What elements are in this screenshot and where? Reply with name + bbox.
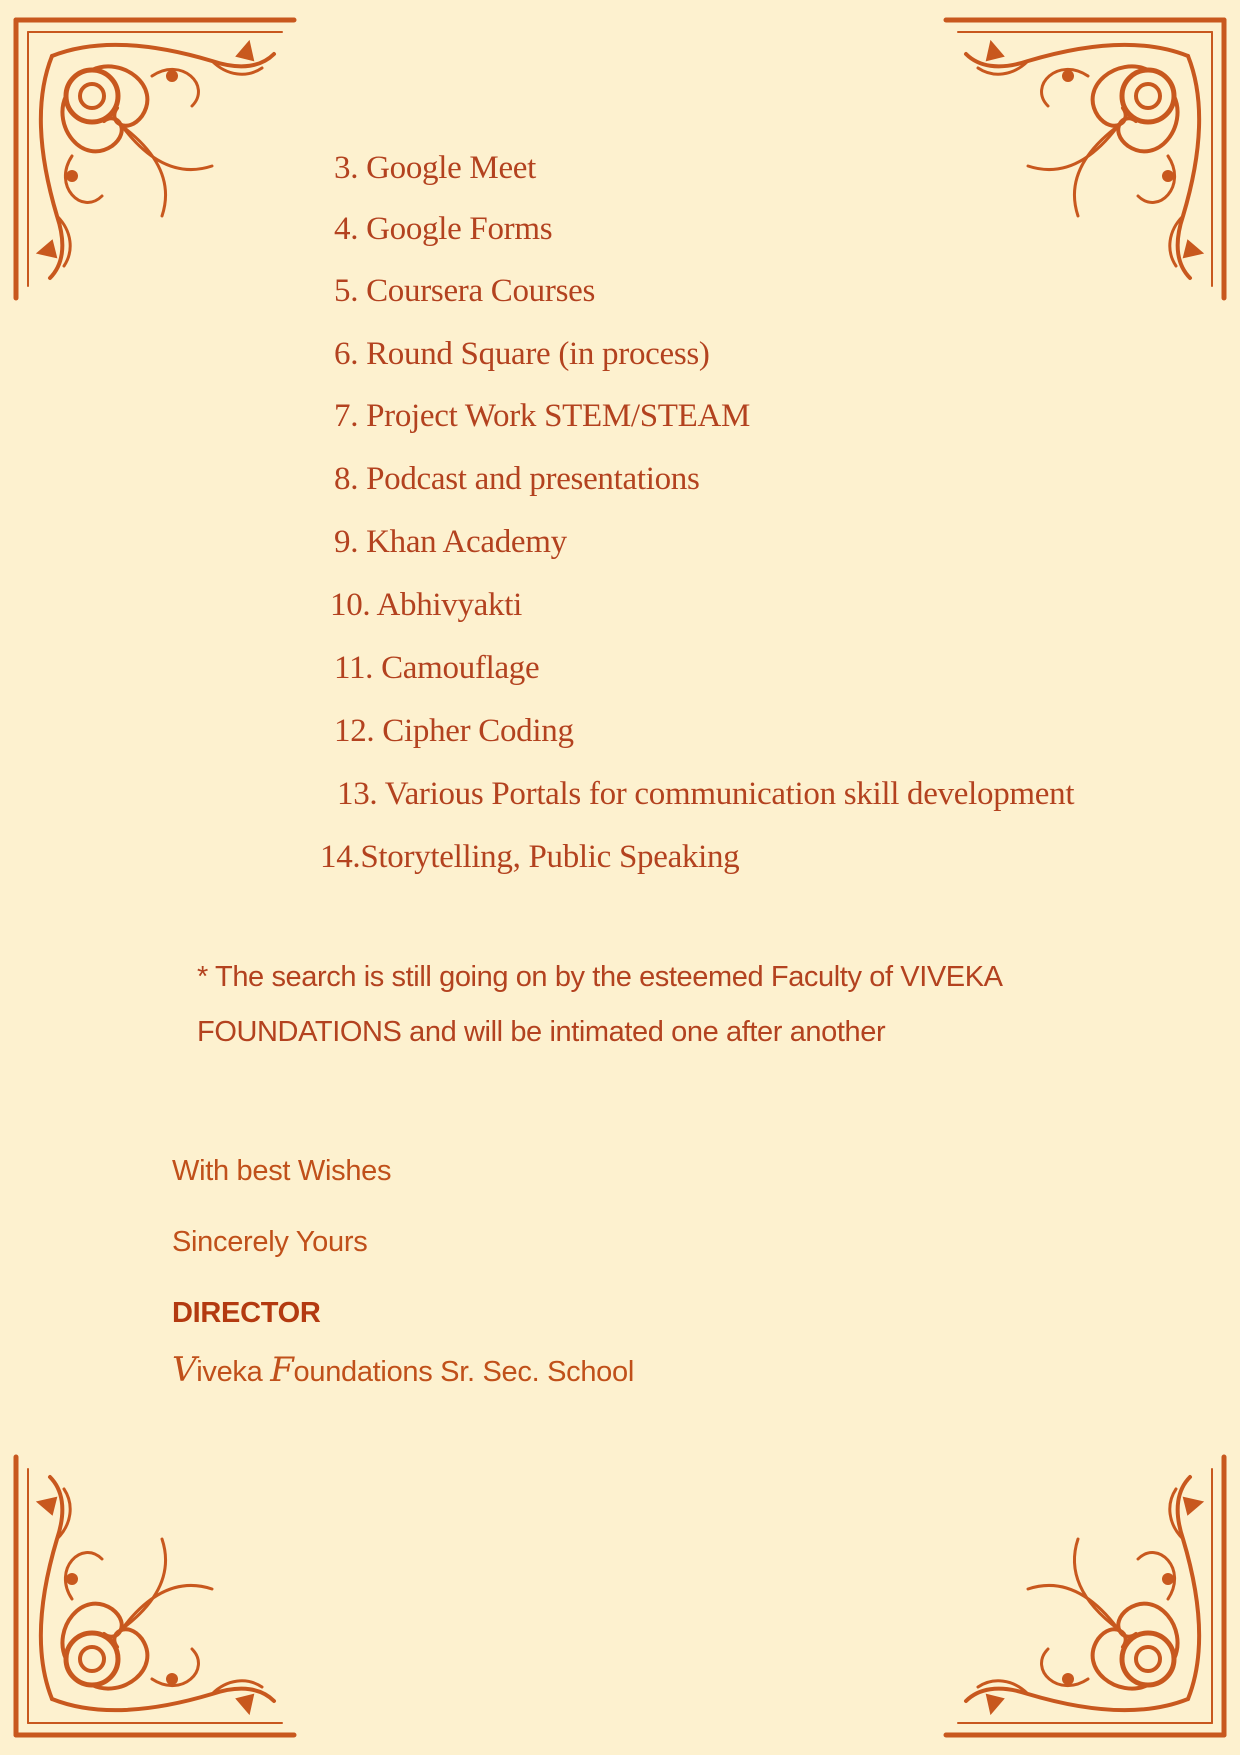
list-item: 9. Khan Academy [334, 524, 567, 560]
list-item: 8. Podcast and presentations [334, 461, 700, 497]
school-name-part1: iveka [196, 1356, 271, 1388]
search-note: * The search is still going on by the esteemed Faculty of VIVEKA FOUNDATIONS and will be intimated one after another [197, 961, 1002, 1048]
school-name [172, 1350, 634, 1390]
list-item: 10. Abhivyakti [330, 587, 522, 623]
list-item: 5. Coursera Courses [334, 273, 596, 309]
school-initial-v: V [172, 1350, 197, 1390]
list-item: 4. Google Forms [334, 211, 553, 247]
list-item: 11. Camouflage [334, 650, 540, 686]
list-item: 13. Various Portals for communication skill development [337, 776, 1075, 812]
flourish-corner-icon [938, 1439, 1228, 1739]
signatory-title: DIRECTOR [172, 1297, 321, 1329]
school-name-part2: oundations Sr. Sec. School [293, 1356, 634, 1388]
school-initial-f: F [270, 1350, 294, 1390]
list-item: 3. Google Meet [334, 150, 537, 186]
list-item: 6. Round Square (in process) [334, 336, 710, 372]
list-item: 7. Project Work STEM/STEAM [334, 398, 751, 434]
closing-sincerely: Sincerely Yours [172, 1226, 368, 1258]
flourish-corner-icon [12, 1439, 302, 1739]
list-item: 14.Storytelling, Public Speaking [320, 839, 740, 875]
closing-wishes: With best Wishes [172, 1155, 392, 1187]
list-item: 12. Cipher Coding [334, 713, 574, 749]
